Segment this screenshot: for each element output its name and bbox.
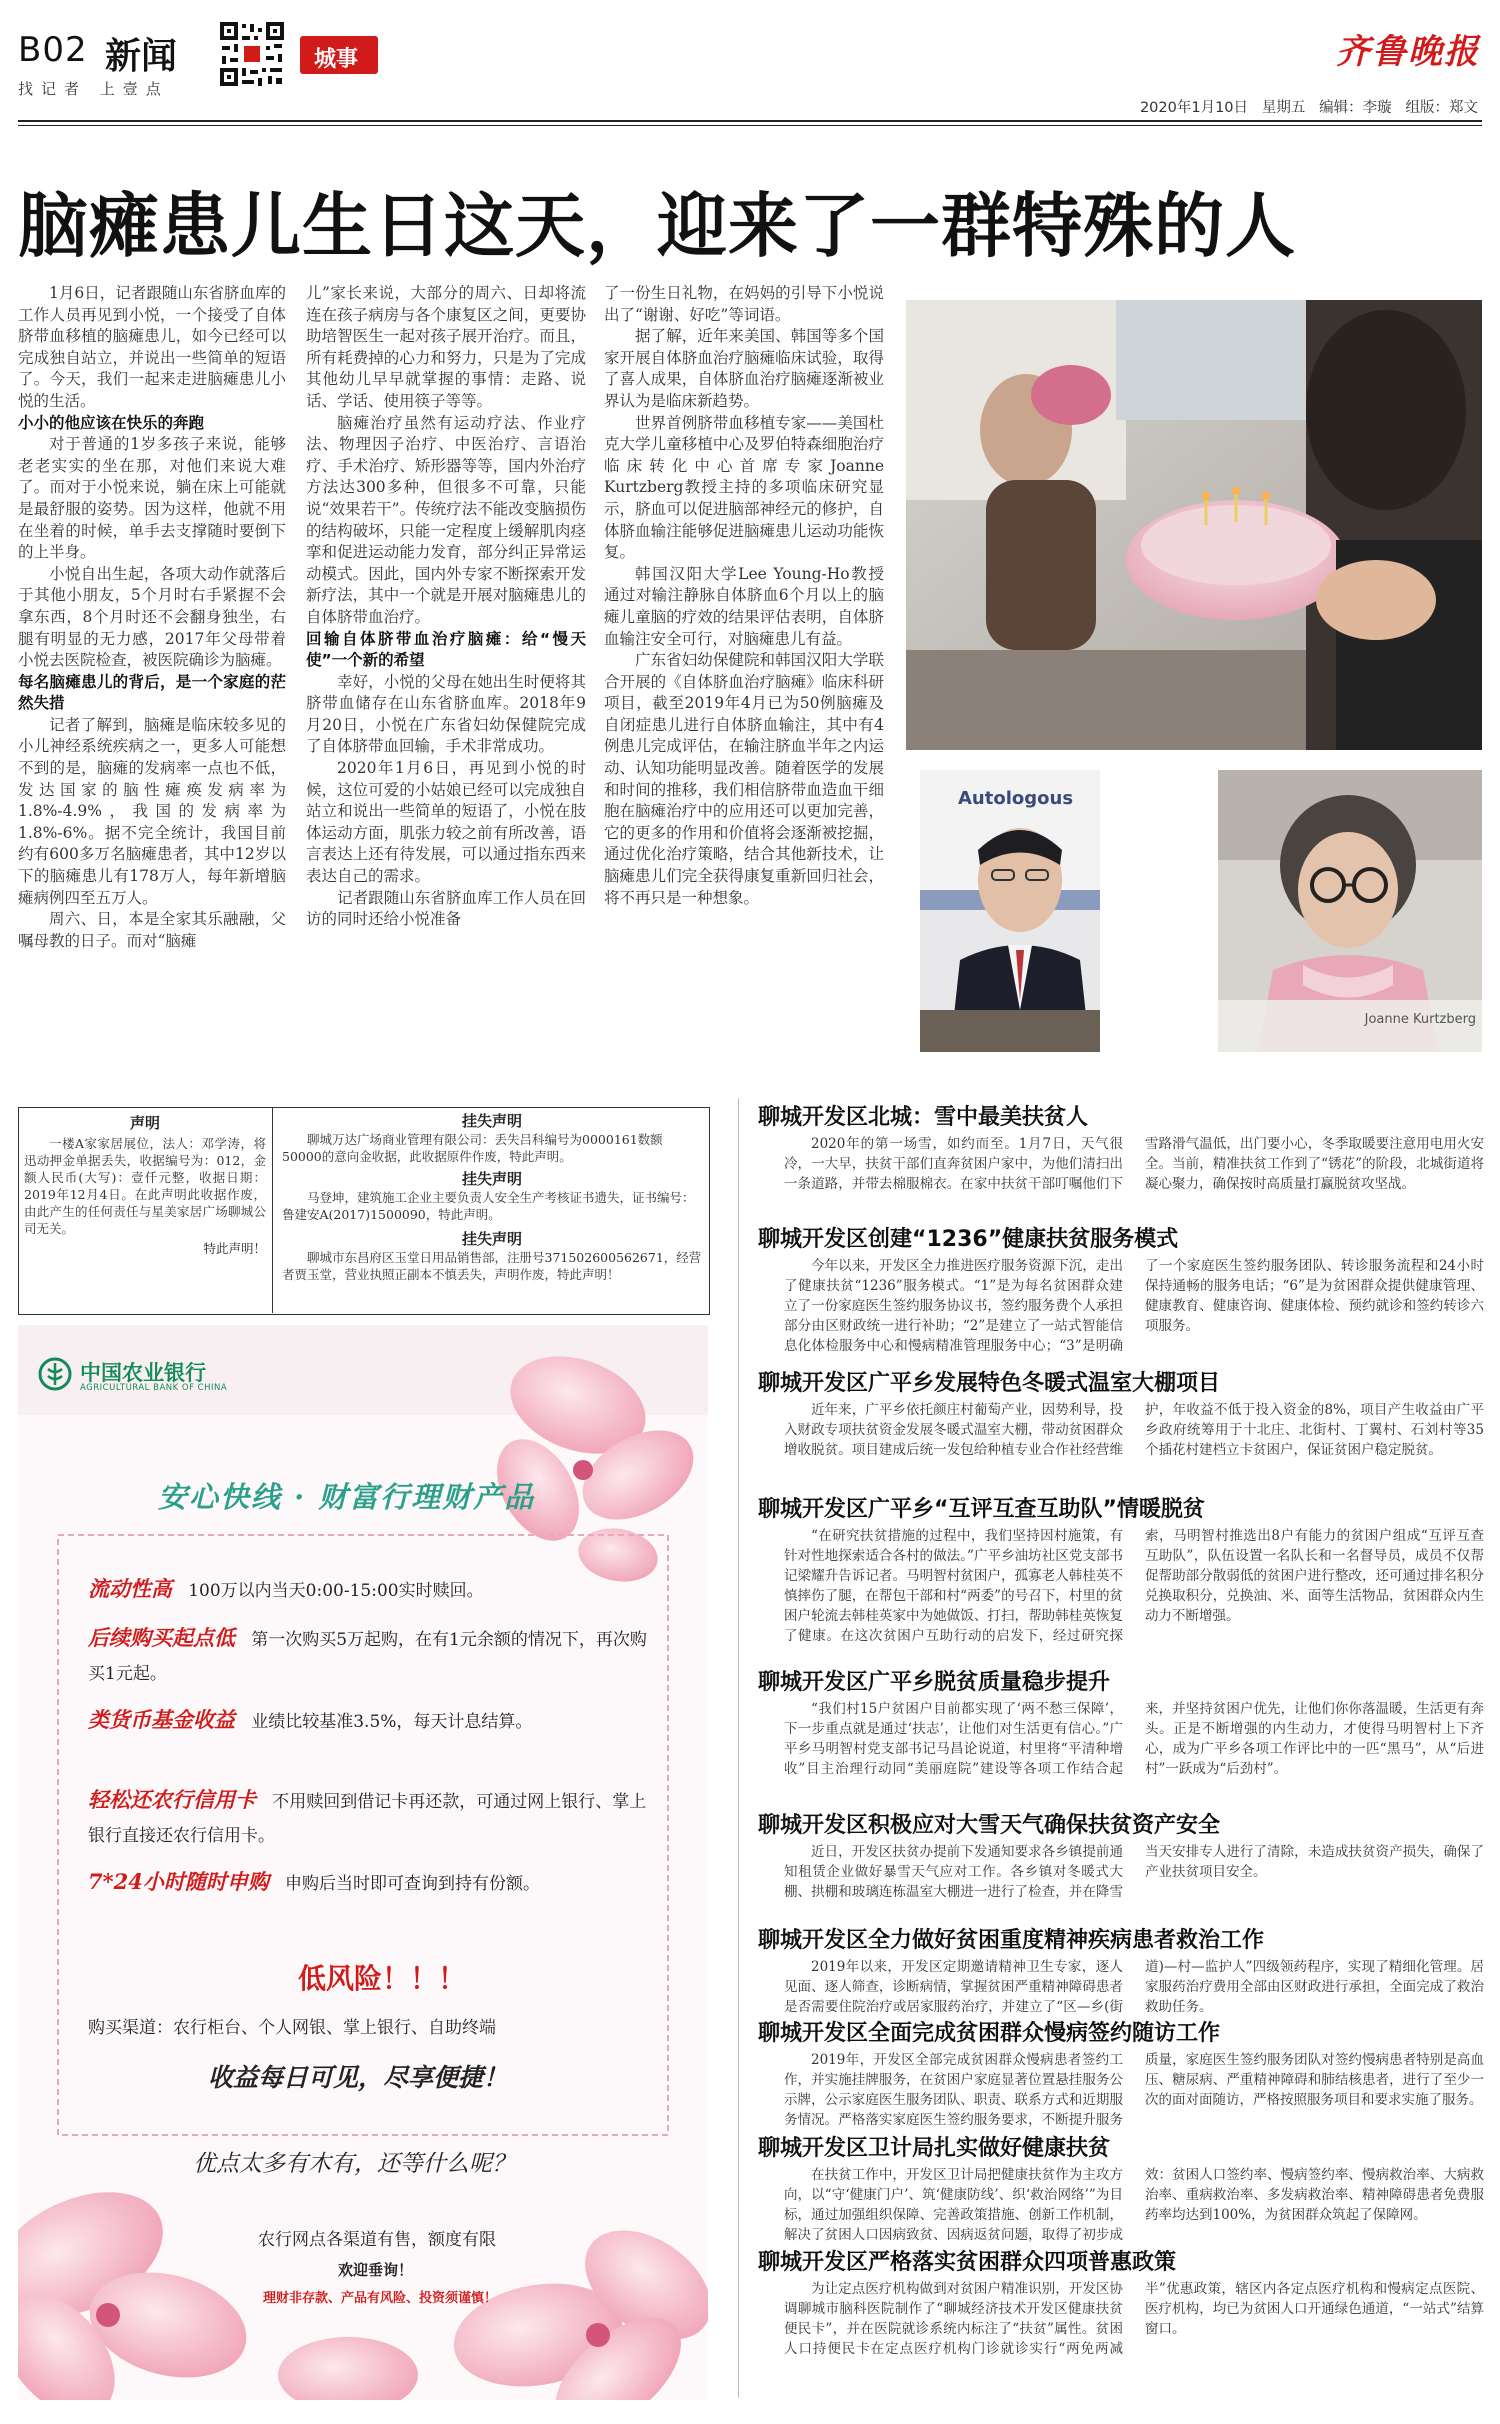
qr-code[interactable] xyxy=(218,20,286,88)
news-body-text: 2019年，开发区全部完成贫困群众慢病患者签约工作，并实施挂牌服务，在贫困户家庭显著位置悬挂服务公示牌，公示家庭医生服务团队、职责、联系方式和近期服务情况。严格落实家庭医生签约服务要求，不断提升服务质量，家庭医生签约服务团队对签约慢病患者特别是高血压、糖尿病、严重精神障碍和肺结核患者，进行了至少一次的面对面随访，严格按照服务项目和要求实施了服务。 xyxy=(784,2052,1484,2128)
article-col-3 xyxy=(604,283,884,909)
news-body-text: “在研究扶贫措施的过程中，我们坚持因村施策，有针对性地探索适合各村的做法。”广平乡油坊社区党支部书记梁耀升告诉记者。马明智村贫困户，孤寡老人韩桂英不慎摔伤了腿，在帮包干部和村“两委”的号召下，村里的贫困户轮流去韩桂英家中为她做饭、打扫，帮助韩桂英恢复了健康。在这次贫困户互助行动的启发下，经过研究探索，马明智村推选出8户有能力的贫困户组成“互评互查互助队”，队伍设置一名队长和一名督导员，成员不仅帮促帮助部分散弱低的贫困户进行整改，还可通过排名积分兑换取积分，兑换油、米、面等生活物品，贫困群众内生动力不断增强。 xyxy=(784,1528,1484,1644)
news-body-text: 在扶贫工作中，开发区卫计局把健康扶贫作为主攻方向，以“守‘健康门户’、筑‘健康防线’、织‘救治网络’”为目标，通过加强组织保障、完善政策措施、创新工作机制，解决了贫困人口因病致贫、因病返贫问题，取得了初步成效：贫困人口签约率、慢病签约率、慢病救治率、大病救治率、重病救治率、多发病救治率、精神障碍患者免费服药率均达到100%，为贫困群众筑起了保障网。 xyxy=(784,2167,1484,2243)
article-paragraph: 了一份生日礼物，在妈妈的引导下小悦说出了“谢谢、好吃”等词语。 xyxy=(604,284,884,324)
notice-3-title: 挂失声明 xyxy=(461,1170,522,1188)
bank-ad[interactable] xyxy=(18,1325,708,2400)
disclaimer: 理财非存款、产品有风险、投资须谨慎！ xyxy=(263,2291,498,2306)
news-body xyxy=(784,2165,1484,2255)
news-body xyxy=(784,1256,1484,1380)
article-paragraph: 对于普通的1岁多孩子来说，能够老老实实的坐在那，对他们来说大难了。而对于小悦来说，躺在床上可能就是最舒服的姿势。因为这样，他就不用在坐着的时候，单手去支撑随时要倒下的上半身。 xyxy=(18,435,286,562)
feature-4-title: 轻松还农行信用卡 xyxy=(88,1787,256,1812)
issue-editor: 编辑：李璇 xyxy=(1319,100,1392,116)
news-title: 聊城开发区广平乡发展特色冬暖式温室大棚项目 xyxy=(758,1371,1221,1396)
feature-2 xyxy=(88,1621,658,1691)
news-body-text: “我们村15户贫困户目前都实现了‘两不愁三保障’，下一步重点就是通过‘扶志’，让他们对生活更有信心。”广平乡马明智村党支部书记马昌论说道，村里将“平清种增收”目主治理行动同“美丽庭院”建设等各项工作结合起来，并坚持贫困户优先，让他们你你落温暖，生活更有奔头。正是不断增强的内生动力，才使得马明智村上下齐心，成为广平乡各项工作评比中的一匹“黑马”，从“后进村”一跃成为“后劲村”。 xyxy=(784,1701,1484,1777)
article-paragraph: 儿”家长来说，大部分的周六、日却将流连在孩子病房与各个康复区之间，更要协助培智医生一起对孩子展开治疗。而且，所有耗费掉的心力和努力，只是为了完成其他幼儿早早就掌握的事情：走路、说话、学话、使用筷子等等。 xyxy=(306,284,586,410)
article-paragraph: 2020年1月6日，再见到小悦的时候，这位可爱的小姑娘已经可以完成独自站立和说出一些简单的短语了，小悦在肢体运动方面，肌张力较之前有所改善，语言表达上还有待发展，可以通过指东西来表达自己的需求。 xyxy=(306,759,586,886)
article-paragraph: 广东省妇幼保健院和韩国汉阳大学联合开展的《自体脐血治疗脑瘫》临床科研项目，截至2019年4月已为50例脑瘫及自闭症患儿进行自体脐血输注，其中有4例患儿完成评估，在输注脐血半年之内运动、认知功能明显改善。随着医学的发展和时间的推移，我们相信脐带血造血干细胞在脑瘫治疗中的应用还可以更加完善，它的更多的作用和价值将会逐渐被挖掘，通过优化治疗策略，结合其他新技术，让脑瘫患儿们完全获得康复重新回归社会，将不再只是一种想象。 xyxy=(604,651,884,907)
issue-meta xyxy=(1140,96,1478,117)
notice-1-title: 声明 xyxy=(129,1114,160,1132)
news-body xyxy=(784,1842,1484,1934)
news-body xyxy=(784,1134,1484,1234)
news-body-text: 2020年的第一场雪，如约而至。1月7日，天气很冷，一大早，扶贫干部们直奔贫困户家中，为他们清扫出一条道路，并带去棉服棉衣。在家中扶贫干部叮嘱他们下雪路滑气温低，出门要小心，冬季取暖要注意用电用火安全。当前，精准扶贫工作到了“锈花”的阶段，北城街道将凝心聚力，确保按时高质量打赢脱贫攻坚战。 xyxy=(784,1136,1484,1192)
photo-birthday-cake xyxy=(906,300,1482,750)
news-body-text: 近年来，广平乡依托颜庄村葡萄产业，因势利导，投入财政专项扶贫资金发展冬暖式温室大棚，带动贫困群众增收脱贫。项目建成后统一发包给种植专业合作社经营维护，年收益不低于投入资金的8%，项目产生收益由广平乡政府统筹用于十北庄、北街村、丁翼村、石刘村等35个插花村建档立卡贫困户，保证贫困户稳定脱贫。 xyxy=(784,1402,1484,1458)
daily-returns: 收益每日可见，尽享便捷！ xyxy=(208,2063,509,2092)
news-body-text: 2019年以来，开发区定期邀请精神卫生专家，逐人见面、逐人筛查，诊断病情，掌握贫困严重精神障碍患者是否需要住院治疗或居家服药治疗，并建立了“区—乡(街道)—村—监护人”四级领药程序，实现了精细化管理。居家服药治疗费用全部由区财政进行承担，全面完成了救治救助任务。 xyxy=(784,1959,1484,2015)
bank-name-en: AGRICULTURAL BANK OF CHINA xyxy=(80,1383,228,1393)
issue-layout: 组版：郑文 xyxy=(1405,100,1478,116)
article-paragraph: 韩国汉阳大学Lee Young-Ho教授通过对输注静脉自体脐血6个月以上的脑瘫儿童脑的疗效的结果评估表明，自体脐血输注安全可行，对脑瘫患儿有益。 xyxy=(604,564,884,648)
article-paragraph: 幸好，小悦的父母在她出生时便将其脐带血储存在山东省脐血库。2018年9月20日，小悦在广东省妇幼保健院完成了自体脐带血回输，手术非常成功。 xyxy=(306,672,586,756)
news-title: 聊城开发区全面完成贫困群众慢病签约随访工作 xyxy=(758,2021,1221,2046)
news-body-text: 为让定点医疗机构做到对贫困户精准识别，开发区协调聊城市脑科医院制作了“聊城经济技术开发区健康扶贫便民卡”，并在医院就诊系统内标注了“扶贫”属性。贫困人口持便民卡在定点医疗机构门诊就诊实行“两免两减半”优惠政策，辖区内各定点医疗机构和慢病定点医院、医疗机构，均已为贫困人口开通绿色通道，“一站式”结算窗口。 xyxy=(784,2281,1484,2357)
bank-name: 中国农业银行 xyxy=(80,1360,206,1385)
news-body-text: 近日，开发区扶贫办提前下发通知要求各乡镇提前通知租赁企业做好暴雪天气应对工作。各乡镇对冬暖式大棚、拱棚和玻璃连栋温室大棚进一进行了检查，并在降雪当天安排专人进行了清除，未造成扶贫资产损失，确保了产业扶贫项目安全。 xyxy=(784,1844,1484,1900)
feature-1-desc: 100万以内当天0:00-15:00实时赎回。 xyxy=(188,1581,484,1601)
photo-slide-text: Autologous xyxy=(958,788,1074,809)
feature-3-desc: 业绩比较基准3.5%，每天计息结算。 xyxy=(251,1712,533,1732)
issue-date: 2020年1月10日 xyxy=(1139,100,1249,116)
paper-logo: 齐鲁晚报 xyxy=(1336,32,1480,72)
news-body xyxy=(784,1526,1484,1676)
notice-2-title: 挂失声明 xyxy=(461,1112,522,1130)
channels: 购买渠道：农行柜台、个人网银、掌上银行、自助终端 xyxy=(88,2018,496,2038)
article-paragraph: 1月6日，记者跟随山东省脐血库的工作人员再见到小悦，一个接受了自体脐带血移植的脑瘫患儿，如今已经可以完成独自站立，并说出一些简单的短语了。今天，我们一起来走进脑瘫患儿小悦的生活。 xyxy=(18,284,286,410)
article-subhead: 小小的他应该在快乐的奔跑 xyxy=(18,413,205,432)
notice-divider xyxy=(272,1107,273,1313)
photo-male-expert xyxy=(920,770,1100,1052)
feature-5-title: 7*24小时随时申购 xyxy=(88,1869,269,1894)
header-rule xyxy=(18,120,1482,122)
feature-3 xyxy=(88,1703,658,1739)
article-paragraph: 脑瘫治疗虽然有运动疗法、作业疗法、物理因子治疗、中医治疗、言语治疗、手术治疗、矫形器等等，国内外治疗方法达300多种，但很多不可靠，只能说“效果若干”。传统疗法不能改变脑损伤的结构破坏，只能一定程度上缓解肌肉痉挛和促进运动能力发育，部分纠正异常运动模式。因此，国内外专家不断探索开发新疗法，其中一个就是开展对脑瘫患儿的自体脐带血治疗。 xyxy=(306,413,586,626)
ad-slogan: 安心快线 · 财富行理财产品 xyxy=(158,1480,536,1514)
news-body-text: 今年以来，开发区全力推进医疗服务资源下沉，走出了健康扶贫“1236”服务模式。“1”是为每名贫困群众建立了一份家庭医生签约服务协议书，签约服务费个人承担部分由区财政统一进行补助；“2”是建立了一站式智能信息化体检服务中心和慢病精准管理服务中心；“3”是明确了一个家庭医生签约服务团队、转诊服务流程和24小时保持通畅的服务电话；“6”是为贫困群众提供健康管理、健康教育、健康咨询、健康体检、预约就诊和签约转诊六项服务。 xyxy=(784,1258,1484,1354)
article-paragraph: 世界首例脐带血移植专家——美国杜克大学儿童移植中心及罗伯特森细胞治疗临床转化中心首席专家Joanne Kurtzberg教授主持的多项临床研究显示，脐血可以促进脑部神经元的修护，自体脐血输注能够促进脑瘫患儿运动功能恢复。 xyxy=(604,413,884,562)
news-divider xyxy=(738,1098,739,2398)
header-rule-thin xyxy=(18,125,1482,126)
notice-1 xyxy=(24,1112,266,1257)
qr-caption: 找记者 上壹点 xyxy=(18,80,169,98)
column-tag xyxy=(300,36,378,74)
article-paragraph: 据了解，近年来美国、韩国等多个国家开展自体脐血治疗脑瘫临床试验，取得了喜人成果，自体脐血治疗脑瘫逐渐被业界认为是临床新趋势。 xyxy=(604,327,884,410)
news-title: 聊城开发区严格落实贫困群众四项普惠政策 xyxy=(758,2250,1177,2275)
news-title: 聊城开发区卫计局扎实做好健康扶贫 xyxy=(758,2136,1111,2161)
page-code: B02 xyxy=(18,30,88,70)
section-name: 新闻 xyxy=(105,35,178,77)
article-subhead: 回输自体脐带血治疗脑瘫：给“慢天使”一个新的希望 xyxy=(306,629,586,670)
news-title: 聊城开发区广平乡“互评互查互助队”情暖脱贫 xyxy=(758,1497,1205,1522)
news-title: 聊城开发区广平乡脱贫质量稳步提升 xyxy=(758,1670,1111,1695)
news-body xyxy=(784,1699,1484,1819)
notice-2 xyxy=(282,1110,702,1165)
feature-1-title: 流动性高 xyxy=(88,1576,172,1601)
bank-logo-icon xyxy=(38,1357,72,1391)
notice-1-body: 一楼A家家居展位，法人：邓学涛，将迅动押金单据丢失，收据编号为：012，金额人民币(大写)：壹仟元整，收据日期：2019年12月4日。在此声明此收据作废，由此产生的任何责任与星美家居广场聊城公司无关。 xyxy=(24,1136,266,1236)
feature-1 xyxy=(88,1573,484,1603)
news-title: 聊城开发区创建“1236”健康扶贫服务模式 xyxy=(758,1227,1179,1252)
news-body xyxy=(784,2279,1484,2424)
news-title: 聊城开发区全力做好贫困重度精神疾病患者救治工作 xyxy=(758,1928,1265,1953)
notice-3 xyxy=(282,1168,702,1223)
article-subhead: 每名脑瘫患儿的背后，是一个家庭的茫然失措 xyxy=(18,672,286,713)
article-col-2 xyxy=(306,283,586,931)
article-paragraph: 周六、日，本是全家其乐融融，父嘱母教的日子。而对“脑瘫 xyxy=(18,910,286,950)
feature-4 xyxy=(88,1783,658,1853)
notice-1-sign: 特此声明！ xyxy=(203,1241,266,1256)
notice-3-body: 马登坤，建筑施工企业主要负责人安全生产考核证书遗失，证书编号：鲁建安A(2017)1500090，特此声明。 xyxy=(282,1190,695,1222)
news-title: 聊城开发区积极应对大雪天气确保扶贫资产安全 xyxy=(758,1813,1221,1838)
feature-5 xyxy=(88,1865,658,1901)
feature-4-desc: 不用赎回到借记卡再还款，可通过网上银行、掌上银行直接还农行信用卡。 xyxy=(88,1792,647,1846)
article-paragraph: 记者跟随山东省脐血库工作人员在回访的同时还给小悦准备 xyxy=(306,888,586,929)
headline: 脑瘫患儿生日这天，迎来了一群特殊的人 xyxy=(18,184,1296,267)
column-tag-label: 城事 xyxy=(314,47,359,72)
article-col-1 xyxy=(18,283,286,952)
article-paragraph: 记者了解到，脑瘫是临床较多见的小儿神经系统疾病之一，更多人可能想不到的是，脑瘫的发病率一点也不低，发达国家的脑性瘫痪发病率为1.8%-4.9%，我国的发病率为1.8%-6%。据不完全统计，我国目前约有600多万名脑瘫患者，其中12岁以下的脑瘫患儿有178万人，每年新增脑瘫病例四至五万人。 xyxy=(18,715,286,907)
notice-4-title: 挂失声明 xyxy=(461,1230,522,1248)
notice-4-body: 聊城市东昌府区玉堂日用品销售部，注册号371502600562671，经营者贾玉堂，营业执照正副本不慎丢失，声明作废，特此声明！ xyxy=(282,1250,702,1282)
feature-3-title: 类货币基金收益 xyxy=(88,1707,235,1732)
photo-name-card: Joanne Kurtzberg xyxy=(1364,1012,1476,1027)
photo-joanne-kurtzberg xyxy=(1218,770,1482,1052)
notice-4 xyxy=(282,1228,702,1283)
feature-2-desc: 第一次购买5万起购，在有1元余额的情况下，再次购买1元起。 xyxy=(88,1630,647,1684)
news-title: 聊城开发区北城：雪中最美扶贫人 xyxy=(758,1105,1089,1130)
issue-weekday: 星期五 xyxy=(1261,100,1306,116)
low-risk: 低风险！！！ xyxy=(298,1962,467,1995)
feature-2-title: 后续购买起点低 xyxy=(88,1625,235,1650)
notice-2-body: 聊城万达广场商业管理有限公司：丢失吕科编号为0000161数额50000的意向金收据，此收据原件作废，特此声明。 xyxy=(282,1132,663,1164)
outlets: 农行网点各渠道有售，额度有限 xyxy=(258,2230,496,2250)
article-paragraph: 小悦自出生起，各项大动作就落后于其他小朋友，5个月时右手紧握不会拿东西，8个月时还不会翻身独坐，右腿有明显的无力感，2017年父母带着小悦去医院检查，被医院确诊为脑瘫。 xyxy=(18,564,286,670)
question: 优点太多有木有，还等什么呢？ xyxy=(193,2151,515,2177)
welcome: 欢迎垂询！ xyxy=(338,2261,414,2279)
feature-5-desc: 申购后当时即可查询到持有份额。 xyxy=(285,1874,541,1894)
news-body xyxy=(784,1400,1484,1504)
